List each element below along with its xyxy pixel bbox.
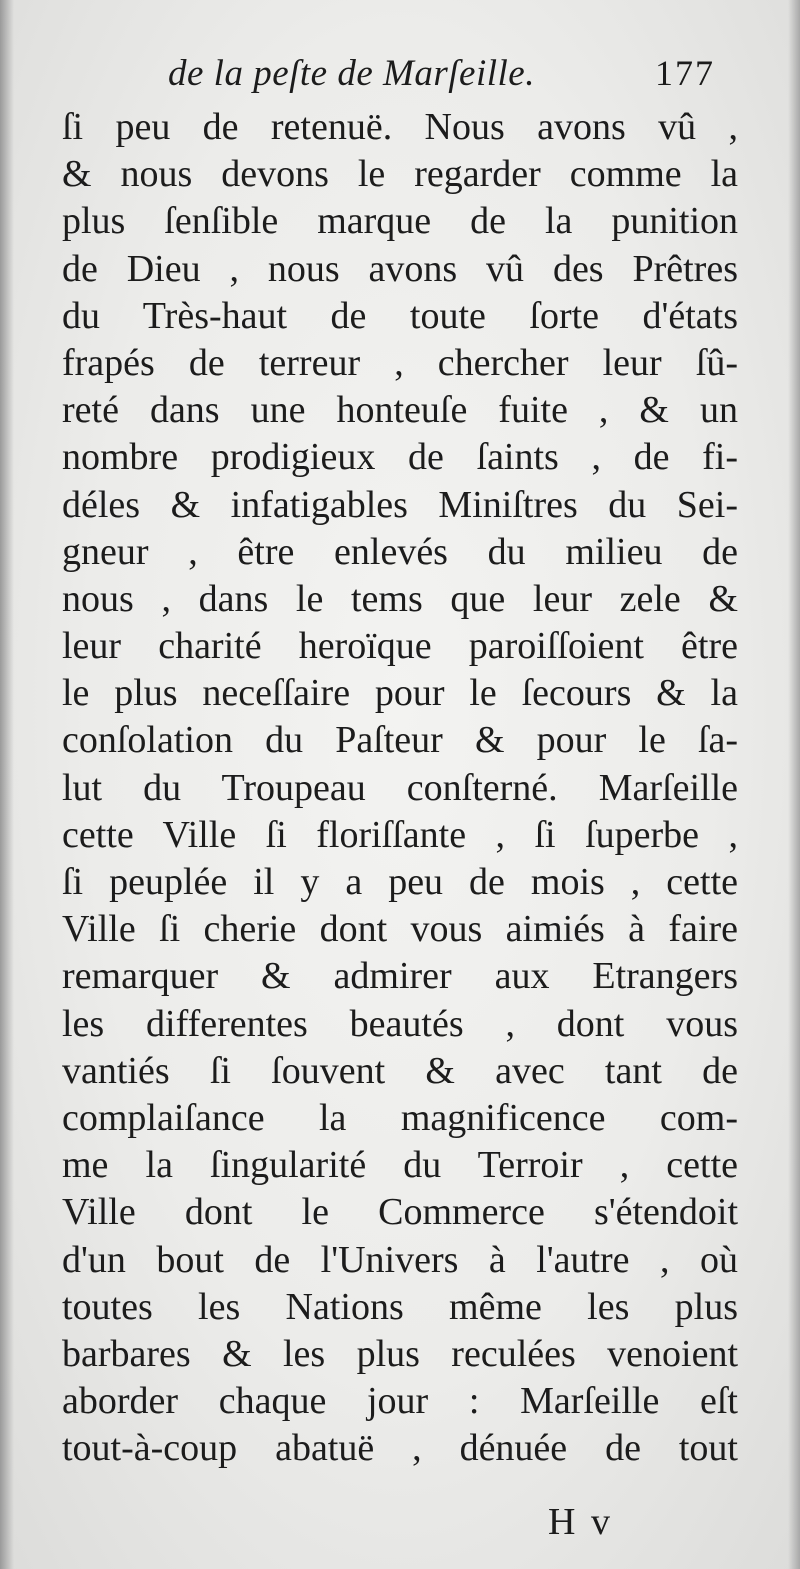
text-line: le plus neceſſaire pour le ſecours & la: [62, 672, 738, 715]
text-line: du Très-haut de toute ſorte d'états: [62, 294, 738, 337]
text-line: & nous devons le regarder comme la: [62, 153, 738, 196]
text-line: remarquer & admirer aux Etrangers: [62, 955, 738, 998]
text-line: complaiſance la magnificence com-: [62, 1096, 738, 1139]
text-line: gneur , être enlevés du milieu de: [62, 530, 738, 573]
running-head: [0, 50, 800, 100]
page-number: 177: [655, 53, 715, 93]
text-line: nombre prodigieux de ſaints , de fi-: [62, 436, 738, 479]
running-title: de la peſte de Marſeille.: [168, 53, 535, 94]
page-edge-shadow-left: [0, 0, 14, 1569]
text-line: toutes les Nations même les plus: [62, 1285, 738, 1328]
text-line: frapés de terreur , chercher leur ſû-: [62, 341, 738, 384]
text-line: ſi peu de retenuë. Nous avons vû ,: [62, 106, 738, 148]
text-line: reté dans une honteuſe fuite , & un: [62, 389, 738, 432]
text-line: tout-à-coup abatuë , dénuée de tout: [62, 1427, 738, 1470]
text-line: vantiés ſi ſouvent & avec tant de: [62, 1049, 738, 1092]
text-line: ſi peuplée il y a peu de mois , cette: [62, 861, 738, 903]
text-line: Ville ſi cherie dont vous aimiés à faire: [62, 908, 738, 951]
text-line: les differentes beautés , dont vous: [62, 1002, 738, 1045]
body-text: [62, 104, 738, 1472]
text-line: plus ſenſible marque de la punition: [62, 200, 738, 243]
text-line: déles & infatigables Miniſtres du Sei-: [62, 483, 738, 526]
text-line: nous , dans le tems que leur zele &: [62, 577, 738, 620]
text-line: leur charité heroïque paroiſſoient être: [62, 625, 738, 668]
text-line: aborder chaque jour : Marſeille eſt: [62, 1380, 738, 1423]
text-line: me la ſingularité du Terroir , cette: [62, 1144, 738, 1187]
text-line: conſolation du Paſteur & pour le ſa-: [62, 719, 738, 762]
text-line: Ville dont le Commerce s'étendoit: [62, 1191, 738, 1234]
page-edge-shadow-right: [788, 0, 800, 1569]
text-line: d'un bout de l'Univers à l'autre , où: [62, 1238, 738, 1281]
text-line: cette Ville ſi floriſſante , ſi ſuperbe ,: [62, 813, 738, 856]
text-line: de Dieu , nous avons vû des Prêtres: [62, 247, 738, 290]
signature-mark: H v: [548, 1501, 613, 1543]
text-line: lut du Troupeau conſterné. Marſeille: [62, 766, 738, 809]
text-line: barbares & les plus reculées venoient: [62, 1332, 738, 1375]
